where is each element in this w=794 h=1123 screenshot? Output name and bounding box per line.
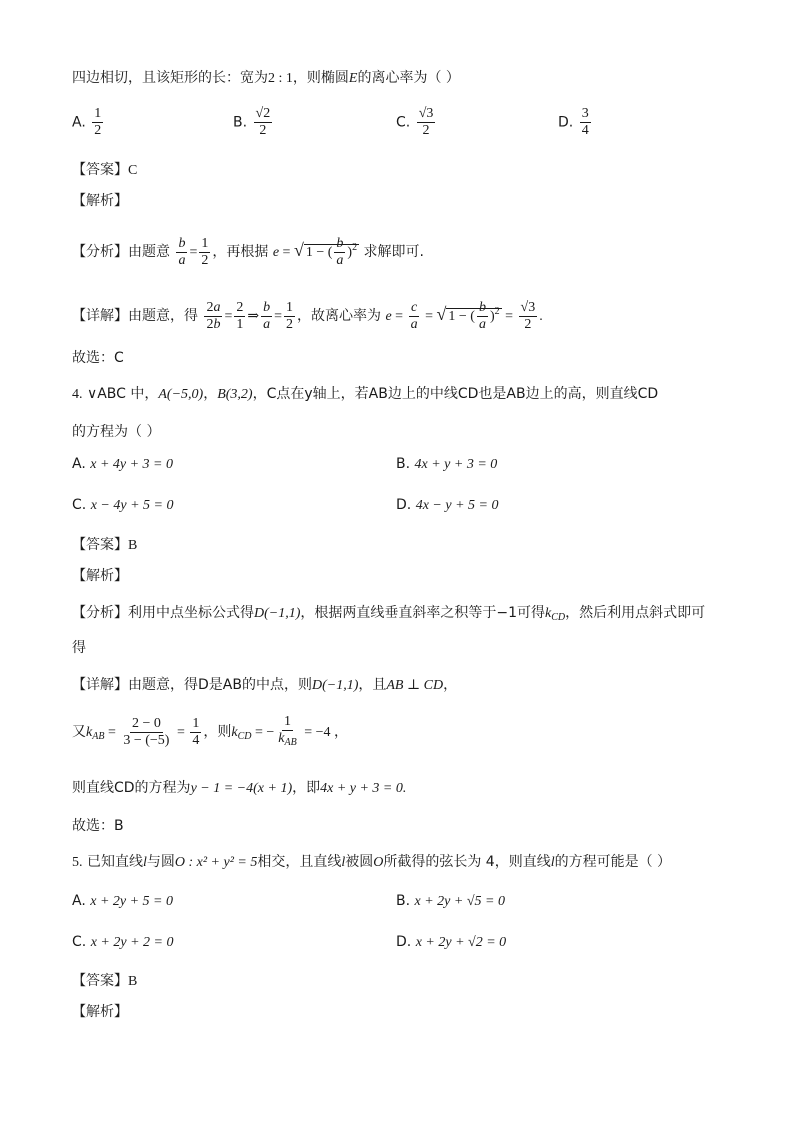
q3-option-a [72, 106, 105, 139]
fenxi-point: D(−1,1) [254, 606, 301, 621]
q3-option-c [396, 106, 437, 139]
q5-option-b [396, 893, 505, 910]
option-text: 4x + y + 3 = 0 [414, 457, 498, 472]
option-text: x + 2y + 5 = 0 [90, 894, 174, 909]
answer-label: 【答案】 [72, 537, 128, 553]
q3-ellipse-var: E [348, 71, 358, 86]
q4-option-b [396, 456, 497, 473]
q4-stem-line2 [72, 422, 160, 442]
option-label: A. [72, 893, 86, 909]
q3-answer [72, 160, 137, 181]
q3-stem-line [72, 68, 460, 89]
q5-stem-text: 所截得的弦长为 4，则直线 [383, 854, 551, 870]
option-label: B. [396, 456, 411, 472]
q5-option-d [396, 934, 506, 951]
q5-option-a [72, 893, 173, 910]
q4-guxuan [72, 816, 124, 836]
option-label: B. [396, 893, 411, 909]
q3-option-b-fraction [254, 106, 273, 139]
xiangjie-text: ，则 [203, 724, 232, 740]
q3-option-a-fraction [92, 106, 103, 139]
option-label: A. [72, 114, 86, 131]
q3-fenxi: 【分析】由题意 $\frac{b}{a}$ = $\frac{1}{2}$ ，再根据 e = √ 1 − ( $\frac{b}{a}$ )$^2$ 求解即可. [72, 235, 424, 269]
q3-jiexi [72, 191, 128, 211]
q3-fenxi-frac-half: $\frac{1}{2}$ [201, 235, 209, 268]
xiangjie-text: ，故离心率为 [297, 308, 381, 324]
q4-point-a: A(−5,0) [158, 387, 204, 402]
q5-jiexi [72, 1002, 128, 1022]
q3-eccentricity-formula: √ 1 − ( $\frac{b}{a}$ )$^2$ [293, 236, 358, 269]
fenxi-label: 【分析】 [72, 244, 128, 260]
q4-stem-text2: ，C点在y轴上，若AB边上的中线CD也是AB边上的高，则直线CD [252, 386, 659, 402]
jiexi-label: 【解析】 [72, 193, 128, 209]
q3-option-c-fraction [417, 106, 436, 139]
numerator: 1 [94, 106, 102, 121]
numerator: √2 [255, 106, 271, 121]
option-label: D. [396, 934, 412, 950]
q5-stem-text: 的方程可能是（ ） [554, 854, 672, 870]
q4-xiangjie-line1 [72, 675, 457, 696]
fenxi-text: ，再根据 [212, 244, 269, 260]
q4-fenxi-line1 [72, 603, 705, 628]
xiangjie-point: D(−1,1) [311, 678, 359, 693]
xiangjie-text: 则直线CD的方程为 [72, 780, 191, 796]
option-label: D. [558, 114, 574, 131]
option-label: B. [233, 114, 248, 131]
q5-stem: 5. 已知直线l与圆O : x² + y² = 5相交，且直线l被圆O所截得的弦长为 4，则直线l的方程可能是（ ） [72, 854, 672, 870]
q5-stem-text: 已知直线 [86, 854, 143, 870]
xiangjie-perp: AB ⊥ CD [386, 678, 444, 693]
q4-point-b: B(3,2) [217, 387, 253, 402]
q4-line-eq [72, 778, 406, 799]
numerator: √3 [418, 106, 434, 121]
question-number: 4. [72, 387, 83, 402]
line-equation-final: 4x + y + 3 = 0. [320, 781, 407, 796]
q4-option-c [72, 497, 173, 514]
jiexi-label: 【解析】 [72, 1004, 128, 1020]
fenxi-text: 利用中点坐标公式得 [128, 605, 254, 621]
xiangjie-text: 由题意，得 [128, 308, 198, 324]
denominator: 2 [94, 123, 102, 138]
q3-xiangjie: 【详解】由题意，得 $\frac{2a}{2b}$ = $\frac{2}{1}$ ⇒ $\frac{b}{a}$ = $\frac{1}{2}$ ，故离心率为 e = $\frac{c}{a}$ = √ 1 − ( $\frac{b}{a}$ )$^2$ = $\frac{√3}{2}$ . [72, 299, 543, 333]
xiangjie-text: ，即 [292, 780, 321, 796]
guxuan-text: 故选：B [72, 818, 124, 834]
answer-value: C [128, 163, 138, 178]
option-text: x + 2y + √2 = 0 [415, 935, 507, 950]
q5-stem-text: 相交，且直线 [257, 854, 342, 870]
option-text: x + 2y + √5 = 0 [414, 894, 505, 909]
answer-label: 【答案】 [72, 973, 128, 989]
option-text: x + 2y + 2 = 0 [90, 935, 174, 950]
xiangjie-text: ，且 [358, 677, 387, 693]
q3-option-d [558, 106, 593, 139]
q4-answer [72, 535, 137, 556]
answer-value: B [128, 974, 138, 989]
fenxi-text: ，然后利用点斜式即可 [565, 605, 706, 621]
q5-answer [72, 971, 137, 992]
q5-stem-text: 与圆 [146, 854, 175, 870]
q3-guxuan [72, 348, 124, 368]
denominator: 2 [422, 123, 430, 138]
k-cd: $k_{CD}$ [545, 606, 566, 623]
denominator: 4 [581, 123, 589, 138]
q3-option-b [233, 106, 274, 139]
xiangjie-text: 由题意，得D是AB的中点，则 [128, 677, 312, 693]
fenxi-text: 由题意 [128, 244, 170, 260]
q4-option-d [396, 497, 498, 514]
jiexi-label: 【解析】 [72, 568, 128, 584]
option-text: 4x − y + 5 = 0 [415, 498, 499, 513]
q5-option-c [72, 934, 173, 951]
question-number: 5. [72, 855, 83, 870]
option-label: A. [72, 456, 86, 472]
line-equation: y − 1 = −4(x + 1) [190, 781, 293, 796]
q5-stem-text: 被圆 [345, 854, 374, 870]
fenxi-label: 【分析】 [72, 605, 128, 621]
q5-circle-eq: O : x² + y² = 5 [174, 855, 258, 870]
fenxi-text: 得 [72, 640, 86, 656]
option-label: C. [396, 114, 411, 131]
q3-stem-text: 四边相切，且该矩形的长：宽为 [72, 70, 268, 86]
xiangjie-text: 又 [72, 724, 86, 740]
option-label: C. [72, 497, 87, 513]
q3-stem-end: 的离心率为（ ） [357, 70, 460, 86]
q3-stem-mid: ，则椭圆 [292, 70, 349, 86]
guxuan-text: 故选：C [72, 350, 124, 366]
q4-option-a [72, 456, 173, 473]
fenxi-text: ，根据两直线垂直斜率之积等于−1可得 [300, 605, 546, 621]
q4-stem-line1: 4. ∨ABC 中，A(−5,0)，B(3,2)，C点在y轴上，若AB边上的中线CD也是AB边上的高，则直线CD [72, 386, 659, 402]
q3-fenxi-frac-ba: $\frac{b}{a}$ [178, 235, 186, 268]
q4-stem-text3: 的方程为（ ） [72, 424, 161, 440]
denominator: 2 [259, 123, 267, 138]
fenxi-text: 求解即可. [363, 244, 424, 260]
xiangjie-text: ， [443, 677, 458, 693]
answer-value: B [128, 538, 138, 553]
q3-ratio: 2 : 1 [268, 71, 293, 86]
q4-fenxi-line2 [72, 638, 86, 658]
q4-jiexi [72, 566, 128, 586]
option-label: C. [72, 934, 87, 950]
option-label: D. [396, 497, 412, 513]
q4-xiangjie-line2: 又$k_{AB}$ = $\frac{2 - 0}{3 - (-5)}$ = $\frac{1}{4}$ ，则$k_{CD}$ = − $\frac{1}{k_{AB}}$ = −4 ， [72, 713, 349, 748]
q4-stem-text: ∨ABC 中， [86, 386, 159, 402]
xiangjie-label: 【详解】 [72, 677, 128, 693]
xiangjie-label: 【详解】 [72, 308, 128, 324]
answer-label: 【答案】 [72, 162, 128, 178]
option-text: x + 4y + 3 = 0 [90, 457, 174, 472]
option-text: x − 4y + 5 = 0 [90, 498, 174, 513]
numerator: 3 [581, 106, 589, 121]
q3-option-d-fraction [580, 106, 591, 139]
